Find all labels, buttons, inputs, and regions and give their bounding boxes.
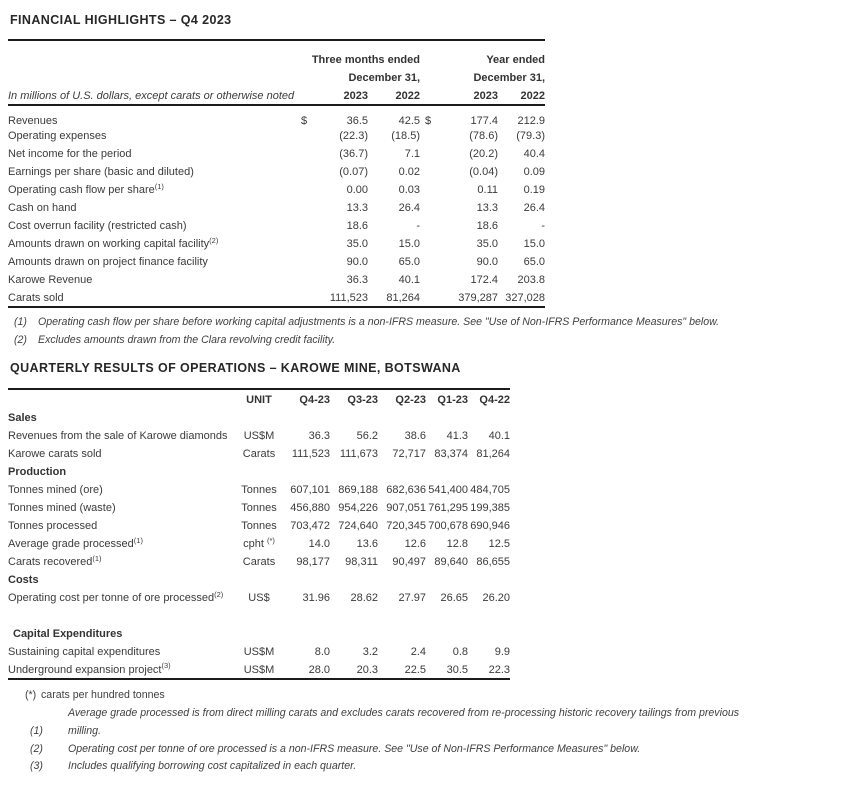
cell-value: 31.96 (302, 592, 330, 605)
cell-value: (36.7) (339, 148, 368, 160)
years-header-row (8, 87, 545, 105)
cell-value: 13.3 (346, 202, 368, 214)
cell-value: 83,374 (434, 448, 468, 461)
table-row (8, 253, 545, 271)
cell-value: 212.9 (517, 115, 546, 127)
table-row (8, 199, 545, 217)
quarter-column-header: Q1-23 (437, 393, 468, 406)
cell-value: 199,385 (470, 502, 510, 515)
table-row (8, 289, 545, 307)
footnote (8, 707, 849, 720)
row-label: Karowe Revenue (8, 274, 93, 286)
spacer-cell (8, 69, 296, 87)
table-row (8, 445, 510, 463)
row-label: Operating expenses (8, 130, 107, 142)
cell-value: 14.0 (308, 538, 330, 551)
cell-value: 541,400 (428, 484, 468, 497)
row-label: Tonnes mined (ore) (8, 484, 103, 497)
cell-value: 41.3 (446, 430, 468, 443)
section-header-row (8, 625, 510, 643)
section-quarterly-results (8, 361, 849, 773)
currency-symbol: $ (425, 115, 432, 127)
section-header-label: Capital Expenditures (13, 628, 123, 641)
table-row (8, 427, 510, 445)
financial-highlights-tbody (8, 105, 545, 307)
cell-value: 379,287 (458, 291, 498, 304)
cell-value: 65.0 (398, 256, 420, 268)
cell-value: 0.11 (477, 184, 498, 196)
cell-value: 22.3 (488, 663, 510, 676)
cell-value: 724,640 (338, 520, 378, 533)
footnote-text: Operating cash flow per share before working capital adjustments is a non-IFRS measure. See "Use of Non-IFRS Performance Measures" below. (38, 316, 720, 328)
cell-value: 38.6 (404, 430, 426, 443)
footnote (8, 725, 849, 738)
currency-symbol (296, 181, 314, 199)
currency-symbol (420, 145, 442, 163)
section-header-label: Sales (8, 412, 37, 425)
table-row (8, 643, 510, 661)
row-label: Cash on hand (8, 202, 77, 214)
cell-value: 81,264 (476, 448, 510, 461)
table-row (8, 535, 510, 553)
table-row (8, 517, 510, 535)
table-row (8, 271, 545, 289)
unit-column-header: UNIT (246, 393, 272, 406)
cell-value: (0.04) (469, 166, 498, 178)
spacer-cell (420, 87, 442, 105)
unit-cell: Tonnes (241, 502, 277, 515)
cell-value: 456,880 (290, 502, 330, 515)
row-label: Sustaining capital expenditures (8, 646, 161, 659)
row-label: Carats sold (8, 291, 64, 304)
cell-value: 111,523 (329, 291, 368, 304)
quarterly-results-footnotes (8, 689, 849, 773)
row-label: Cost overrun facility (restricted cash) (8, 220, 187, 232)
blank-row (8, 607, 510, 625)
footnote-text: Excludes amounts drawn from the Clara revolving credit facility. (38, 333, 336, 346)
quarter-column-header: Q3-23 (347, 393, 378, 406)
cell-value: 26.65 (440, 592, 468, 605)
row-label: Earnings per share (basic and diluted) (8, 166, 194, 178)
three-months-ended-header: Three months ended (311, 54, 420, 66)
financial-highlights-footnotes (8, 316, 849, 346)
quarterly-results-title: QUARTERLY RESULTS OF OPERATIONS – KAROWE MINE, BOTSWANA (10, 361, 461, 376)
currency-symbol (296, 217, 314, 235)
column-group-row (8, 51, 545, 69)
cell-value: 20.3 (356, 663, 378, 676)
cell-value: 0.19 (523, 184, 546, 196)
cell-value: 0.09 (523, 166, 546, 178)
currency-symbol (420, 271, 442, 289)
cell-value: 81,264 (386, 291, 420, 304)
footnote (8, 743, 849, 756)
cell-value: 15.0 (398, 238, 420, 250)
footnote-marker: (2) (14, 333, 27, 346)
cell-value: 9.9 (494, 646, 510, 659)
column-group-subrow (8, 69, 545, 87)
quarter-column-header: Q2-23 (395, 393, 426, 406)
cell-value: 26.20 (482, 592, 510, 605)
year-column-header: 2022 (368, 87, 420, 105)
currency-symbol (420, 217, 442, 235)
year-column-header: 2023 (314, 87, 368, 105)
footnote-text: Operating cost per tonne of ore processed is a non-IFRS measure. See "Use of Non-IFRS Performance Measures" below. (68, 742, 641, 755)
unit-cell: Carats (242, 448, 276, 461)
table-row (8, 235, 545, 253)
cell-value: 0.8 (452, 646, 468, 659)
section-header-label: Production (8, 466, 67, 479)
cell-value: 907,051 (386, 502, 426, 515)
cell-value: 111,673 (339, 448, 378, 461)
cell-value: 7.1 (404, 148, 420, 160)
table-row (8, 163, 545, 181)
row-label-header: In millions of U.S. dollars, except carats or otherwise noted (8, 87, 296, 105)
footnote-marker: (2) (30, 742, 43, 755)
cell-value: 12.8 (446, 538, 468, 551)
cell-value: 56.2 (356, 430, 378, 443)
section-header-label: Costs (8, 574, 39, 587)
row-label: Net income for the period (8, 148, 132, 160)
cell-value: (78.6) (469, 130, 498, 142)
table-row (8, 481, 510, 499)
cell-value: 954,226 (338, 502, 378, 515)
cell-value: - (416, 220, 420, 232)
cell-value: 12.5 (488, 538, 510, 551)
financial-highlights-table (8, 51, 545, 308)
cell-value: 0.00 (346, 184, 368, 196)
row-label: Operating cash flow per share$^{(1)}$ (8, 181, 164, 196)
year-ended-header: Year ended (486, 54, 546, 66)
cell-value: (18.5) (391, 130, 420, 142)
table-row (8, 181, 545, 199)
spacer-cell (8, 607, 510, 625)
row-label: Revenues from the sale of Karowe diamonds (8, 430, 228, 443)
footnote-marker: (3) (30, 760, 43, 773)
cell-value: 35.0 (476, 238, 498, 250)
currency-symbol (296, 253, 314, 271)
cell-value: 703,472 (290, 520, 330, 533)
quarterly-results-tbody (8, 409, 510, 679)
currency-symbol (420, 127, 442, 145)
footnote-ref: (2) (209, 235, 219, 245)
currency-symbol (420, 181, 442, 199)
cell-value: 86,655 (476, 556, 510, 569)
currency-symbol (420, 235, 442, 253)
cell-value: 700,678 (428, 520, 468, 533)
cell-value: 12.6 (404, 538, 426, 551)
row-label: Carats recovered$^{(1)}$ (8, 553, 102, 569)
currency-symbol (420, 253, 442, 271)
cell-value: 111,523 (291, 448, 330, 461)
cell-value: 36.3 (346, 274, 368, 286)
cell-value: (79.3) (516, 130, 546, 142)
row-label: Revenues (8, 115, 58, 127)
cell-value: 22.5 (404, 663, 426, 676)
year-column-header: 2022 (498, 87, 545, 105)
footnote-text: Average grade processed is from direct milling carats and excludes carats recovered from re-processing historic recovery tailings from previous (68, 707, 740, 720)
section-financial-highlights (8, 13, 849, 346)
footnote-marker: (1) (30, 724, 43, 737)
cell-value: 65.0 (523, 256, 546, 268)
spacer-cell (8, 389, 236, 409)
cell-value: 26.4 (398, 202, 420, 214)
table-row (8, 127, 545, 145)
footnote (8, 316, 849, 329)
cell-value: 28.62 (350, 592, 378, 605)
cell-value: 26.4 (523, 202, 546, 214)
footnote-ref: (3) (161, 661, 171, 671)
quarterly-results-table (8, 388, 510, 680)
footnote-text: Includes qualifying borrowing cost capitalized in each quarter. (68, 760, 357, 773)
table-row (8, 589, 510, 607)
cell-value: 40.1 (398, 274, 420, 286)
cell-value: 30.5 (446, 663, 468, 676)
cell-value: 172.4 (470, 274, 498, 286)
cell-value: 40.4 (523, 148, 546, 160)
cell-value: 98,177 (296, 556, 330, 569)
cell-value: (20.2) (469, 148, 498, 160)
currency-symbol (420, 199, 442, 217)
financial-highlights-title: FINANCIAL HIGHLIGHTS – Q4 2023 (10, 13, 232, 27)
footnote-ref: (1) (133, 535, 143, 545)
cell-value: 13.3 (476, 202, 498, 214)
spacer-cell (296, 87, 314, 105)
cell-value: 177.4 (470, 115, 498, 127)
quarter-column-header: Q4-22 (479, 393, 510, 406)
currency-symbol (420, 163, 442, 181)
row-label: Underground expansion project$^{(3)}$ (8, 661, 171, 676)
cell-value: 8.0 (314, 646, 330, 659)
cell-value: 18.6 (346, 220, 368, 232)
year-column-header: 2023 (442, 87, 498, 105)
footnote-text: carats per hundred tonnes (41, 689, 165, 702)
currency-symbol (296, 289, 314, 307)
cell-value: 36.5 (346, 115, 368, 127)
unit-cell: US$M (243, 663, 275, 676)
unit-cell: cpht (*) (243, 535, 275, 551)
currency-symbol (296, 271, 314, 289)
table-row (8, 499, 510, 517)
section-header-row (8, 571, 510, 589)
cell-value: 90.0 (476, 256, 498, 268)
table-row (8, 145, 545, 163)
cell-value: 36.3 (308, 430, 330, 443)
footnote-ref: (*) (266, 535, 275, 545)
footnote-marker: (*) (25, 689, 37, 702)
section-header-row (8, 463, 510, 481)
unit-cell: Tonnes (241, 484, 277, 497)
cell-value: - (541, 220, 546, 232)
cell-value: 28.0 (308, 663, 330, 676)
cell-value: 72,717 (392, 448, 426, 461)
row-label: Karowe carats sold (8, 448, 102, 461)
row-label: Amounts drawn on working capital facility$^{(2)}$ (8, 235, 219, 250)
footnote (8, 334, 849, 347)
cell-value: 90,497 (392, 556, 426, 569)
footnote (8, 689, 849, 702)
cell-value: 869,188 (338, 484, 378, 497)
quarter-column-header: Q4-23 (299, 393, 330, 406)
cell-value: 203.8 (517, 274, 546, 286)
cell-value: 327,028 (505, 291, 546, 304)
cell-value: 13.6 (356, 538, 378, 551)
december-31-header: December 31, (348, 72, 420, 84)
cell-value: 42.5 (398, 115, 420, 127)
cell-value: 3.2 (362, 646, 378, 659)
cell-value: 690,946 (470, 520, 510, 533)
cell-value: 682,636 (386, 484, 426, 497)
table-row (8, 217, 545, 235)
cell-value: 0.02 (398, 166, 420, 178)
cell-value: 607,101 (290, 484, 330, 497)
currency-symbol (296, 145, 314, 163)
footnote-ref: (1) (154, 181, 164, 191)
currency-symbol (296, 127, 314, 145)
unit-cell: US$M (243, 646, 275, 659)
cell-value: (22.3) (339, 130, 368, 142)
row-label: Amounts drawn on project finance facility (8, 256, 208, 268)
footnote-marker: (1) (14, 316, 27, 328)
table-row (8, 553, 510, 571)
row-label: Tonnes processed (8, 520, 98, 533)
currency-symbol (296, 199, 314, 217)
row-label: Average grade processed$^{(1)}$ (8, 535, 143, 551)
cell-value: 98,311 (345, 556, 378, 569)
footnote-ref: (1) (92, 553, 102, 563)
december-31-header: December 31, (473, 72, 546, 84)
section-header-row (8, 409, 510, 427)
currency-symbol (296, 235, 314, 253)
cell-value: 35.0 (346, 238, 368, 250)
table-row (8, 105, 545, 127)
row-label: Operating cost per tonne of ore processed$^{(2)}$ (8, 589, 224, 605)
unit-cell: US$ (248, 592, 270, 605)
footnote-text: milling. (68, 724, 101, 737)
unit-cell: Carats (242, 556, 276, 569)
cell-value: (0.07) (339, 166, 368, 178)
cell-value: 15.0 (523, 238, 546, 250)
unit-cell: US$M (243, 430, 275, 443)
cell-value: 89,640 (434, 556, 468, 569)
unit-cell: Tonnes (241, 520, 277, 533)
cell-value: 90.0 (346, 256, 368, 268)
currency-symbol (296, 163, 314, 181)
quarter-header-row (8, 389, 510, 409)
footnote-ref: (2) (214, 589, 224, 599)
spacer-cell (8, 51, 296, 69)
cell-value: 40.1 (488, 430, 510, 443)
cell-value: 761,295 (428, 502, 468, 515)
row-label: Tonnes mined (waste) (8, 502, 116, 515)
currency-symbol: $ (301, 115, 308, 127)
cell-value: 484,705 (470, 484, 510, 497)
currency-symbol (420, 289, 442, 307)
cell-value: 0.03 (398, 184, 420, 196)
cell-value: 720,345 (386, 520, 426, 533)
table-row (8, 661, 510, 679)
cell-value: 18.6 (476, 220, 498, 232)
footnote (8, 760, 849, 773)
title-rule (8, 39, 545, 41)
cell-value: 27.97 (398, 592, 426, 605)
cell-value: 2.4 (410, 646, 426, 659)
